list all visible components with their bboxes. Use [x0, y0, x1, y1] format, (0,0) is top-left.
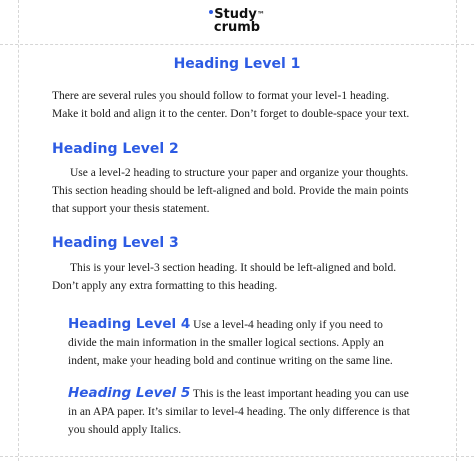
- heading-level-3: Heading Level 3: [52, 235, 179, 251]
- paragraph-level-3: This is your level-3 section heading. It should be left-aligned and bold. Don’t apply any extra formatting to this heading.: [52, 262, 397, 292]
- paragraph-level-2: Use a level-2 heading to structure your paper and organize your thoughts. This section heading should be left-aligned and bold. Provide the main points that support your thesis statement.: [52, 167, 409, 215]
- bottom-guide-line: [0, 456, 474, 457]
- paragraph-level-1: There are several rules you should follow to format your level-1 heading. Make it bold and align it to the center. Don’t forget to double-space your text.: [52, 90, 410, 120]
- top-guide-line: [0, 44, 474, 45]
- paragraph-level-5-text: This is the least important heading you can use in an APA paper. It’s similar to level-4 heading. The only difference is that you should apply Italics.: [68, 388, 410, 436]
- paragraph-level-5: [68, 384, 414, 439]
- studycrumb-logo: [0, 8, 474, 34]
- heading-level-2: Heading Level 2: [52, 141, 179, 157]
- heading-level-5: Heading Level 5: [68, 385, 191, 401]
- paragraph-level-4-text: Use a level-4 heading only if you need to divide the main information in the smaller logical sections. Apply an indent, make your heading bold and continue writing on the same line.: [68, 319, 393, 367]
- logo-trademark: ™: [256, 10, 265, 19]
- paragraph-level-4: [68, 315, 414, 370]
- logo-dot-icon: [209, 10, 213, 14]
- logo-word-study: Study: [214, 7, 257, 22]
- heading-level-4: Heading Level 4: [68, 316, 191, 332]
- logo-word-crumb: crumb: [213, 20, 261, 35]
- heading-level-1: Heading Level 1: [173, 56, 301, 72]
